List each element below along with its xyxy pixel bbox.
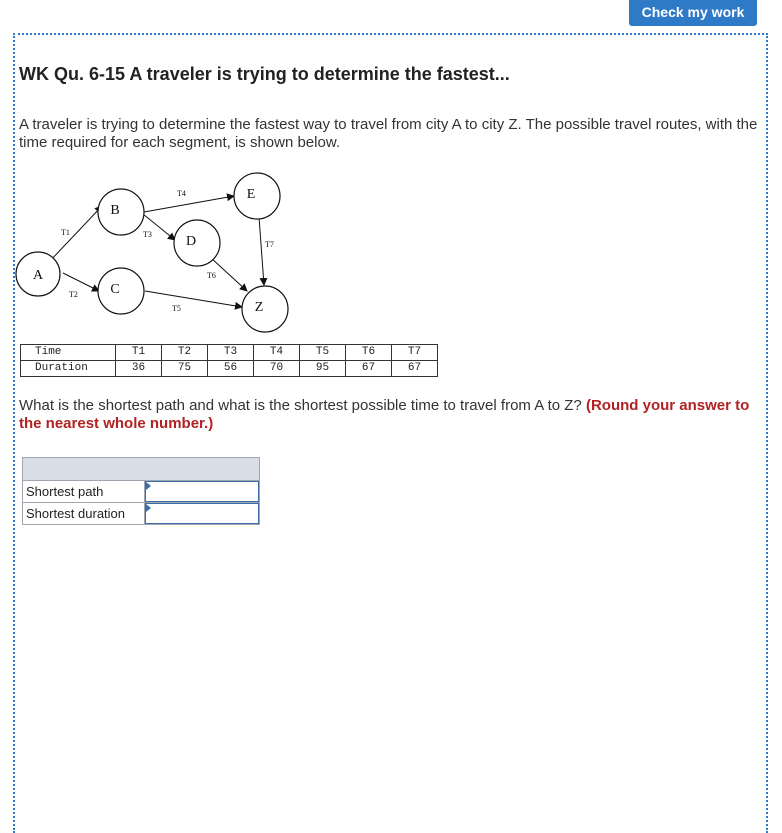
edge-label-t6: T6 — [207, 271, 216, 280]
shortest-path-label: Shortest path — [23, 481, 145, 503]
edge-t5-line — [145, 291, 242, 307]
svg-text:Z: Z — [254, 300, 264, 315]
answer-table — [22, 457, 260, 525]
edge-label-t5: T5 — [172, 304, 181, 313]
edge-label-t7: T7 — [265, 240, 274, 249]
svg-text:D: D — [185, 234, 197, 249]
duration-cell: 95 — [300, 361, 346, 377]
duration-row-header: Duration — [21, 361, 116, 377]
duration-cell: 67 — [392, 361, 438, 377]
input-flag-icon — [146, 504, 151, 512]
edge-label-t2: T2 — [69, 290, 78, 299]
svg-text:B: B — [110, 203, 120, 218]
duration-cell: 36 — [116, 361, 162, 377]
time-cell: T1 — [116, 345, 162, 361]
duration-cell: 56 — [208, 361, 254, 377]
node-a — [16, 252, 60, 296]
rounding-note: (Round your answer to the nearest whole number.) — [19, 397, 750, 432]
duration-cell: 75 — [162, 361, 208, 377]
time-row-header: Time — [21, 345, 116, 361]
edge-t1-line — [49, 206, 102, 262]
edge-t7-line — [259, 217, 264, 285]
shortest-duration-input[interactable] — [145, 503, 259, 524]
answer-row-shortest-path — [23, 481, 260, 503]
time-cell: T6 — [346, 345, 392, 361]
question-text: A traveler is trying to determine the fastest way to travel from city A to city Z. The possible travel routes, with the time required for each segment, is shown below. — [19, 116, 758, 151]
answer-row-shortest-duration — [23, 503, 260, 525]
node-c — [98, 268, 144, 314]
answer-table-header — [23, 458, 260, 481]
node-d — [174, 220, 220, 266]
check-my-work-button[interactable]: Check my work — [629, 0, 757, 26]
edge-label-t4: T4 — [177, 189, 186, 198]
shortest-duration-label: Shortest duration — [23, 503, 145, 525]
edge-t4-line — [144, 196, 234, 212]
svg-text:A: A — [32, 268, 44, 283]
time-cell: T4 — [254, 345, 300, 361]
time-cell: T7 — [392, 345, 438, 361]
node-e — [234, 173, 280, 219]
prompt-text: What is the shortest path and what is the shortest possible time to travel from A to Z? — [19, 397, 582, 414]
time-cell: T2 — [162, 345, 208, 361]
duration-cell: 70 — [254, 361, 300, 377]
time-cell: T3 — [208, 345, 254, 361]
edge-label-t1: T1 — [61, 228, 70, 237]
node-b — [98, 189, 144, 235]
time-row — [21, 345, 438, 361]
duration-cell: 67 — [346, 361, 392, 377]
question-title: WK Qu. 6-15 A traveler is trying to determine the fastest... — [19, 64, 510, 84]
svg-text:C: C — [110, 282, 120, 297]
time-cell: T5 — [300, 345, 346, 361]
input-flag-icon — [146, 482, 151, 490]
shortest-path-cell — [145, 481, 260, 503]
edge-t2-line — [63, 273, 99, 291]
edge-label-t3: T3 — [143, 230, 152, 239]
duration-table — [20, 344, 438, 377]
question-prompt — [19, 397, 767, 433]
shortest-path-input[interactable] — [145, 481, 259, 502]
svg-text:E: E — [246, 187, 256, 202]
duration-row — [21, 361, 438, 377]
node-z — [242, 286, 288, 332]
shortest-duration-cell — [145, 503, 260, 525]
answer-header-row — [23, 458, 260, 481]
network-diagram — [0, 0, 782, 340]
